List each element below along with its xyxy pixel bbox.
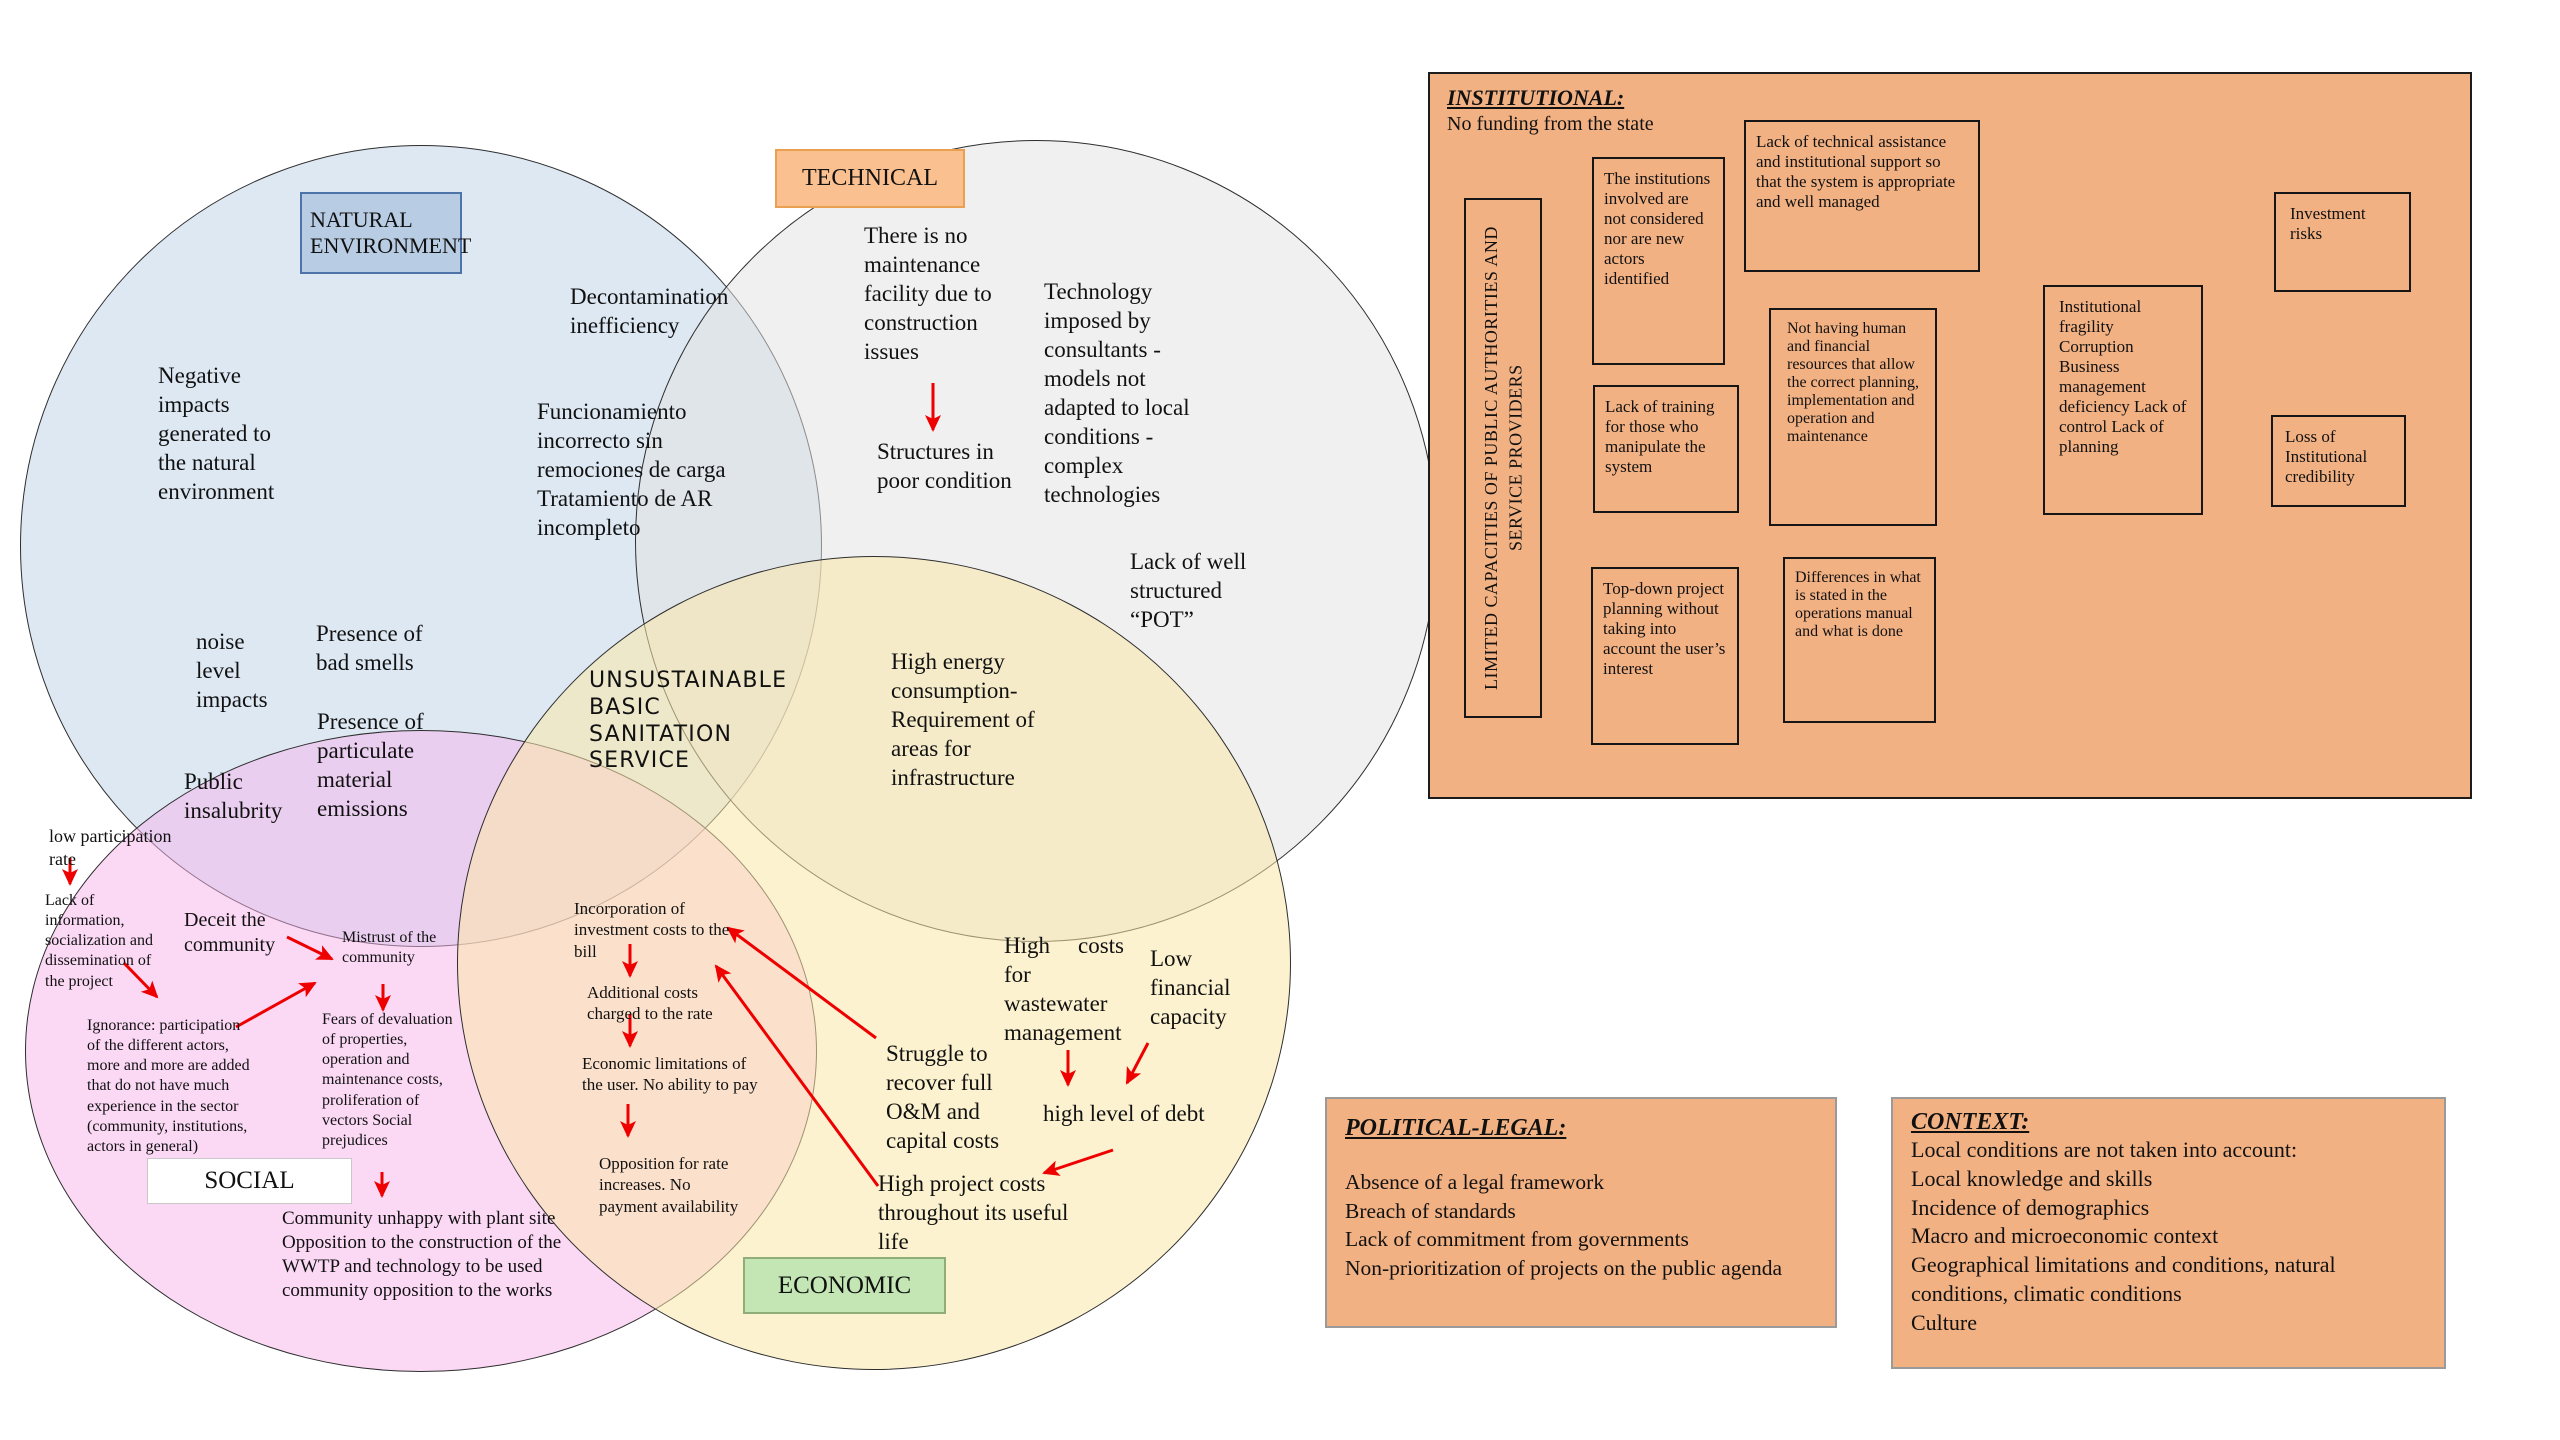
text-low-financial-capacity: Low financial capacity [1150, 946, 1231, 1029]
text-technology-imposed: Technology imposed by consultants - models not adapted to local conditions - complex technologies [1044, 279, 1190, 507]
text-high-level-of-debt: high level of debt [1043, 1101, 1205, 1126]
text-public-insalubrity: Public insalubrity [184, 769, 283, 823]
box-lack-of-training [1593, 385, 1739, 513]
box-differences-operations-manual [1783, 557, 1936, 723]
text-incorporation-investment-costs: Incorporation of investment costs to the bill [574, 899, 730, 961]
panel-political-legal [1325, 1097, 1837, 1328]
text-opposition-rate-increases: Opposition for rate increases. No payment availability [599, 1154, 739, 1216]
political-legal-item: Breach of standards [1345, 1198, 1516, 1223]
text-economic-limitations-user: Economic limitations of the user. No ability to pay [582, 1054, 758, 1095]
label-social [147, 1158, 352, 1204]
label-technical-text: TECHNICAL [802, 165, 938, 191]
box-institutions-not-considered-text: The institutions involved are not considered nor are new actors identified [1604, 169, 1711, 288]
text-center-unsustainable-service: UNSUSTAINABLE BASIC SANITATION SERVICE [589, 668, 788, 774]
box-not-having-resources [1769, 308, 1937, 526]
box-limited-capacities-text: LIMITED CAPACITIES OF PUBLIC AUTHORITIES AND SERVICE PROVIDERS [1480, 226, 1525, 690]
political-legal-item: Non-prioritization of projects on the public agenda [1345, 1255, 1783, 1280]
text-high-energy-consumption: High energy consumption- Requirement of areas for infrastructure [891, 649, 1035, 790]
text-decontamination-inefficiency: Decontamination inefficiency [570, 284, 729, 338]
box-loss-credibility-text: Loss of Institutional credibility [2285, 427, 2368, 486]
box-loss-credibility [2271, 415, 2406, 507]
text-negative-impacts: Negative impacts generated to the natural environment [158, 363, 275, 504]
text-structures-poor-condition: Structures in poor condition [877, 439, 1012, 493]
text-high-costs-wastewater: High costs for wastewater management [1004, 933, 1124, 1045]
text-no-maintenance-facility: There is no maintenance facility due to construction issues [864, 223, 992, 364]
label-economic [743, 1257, 946, 1314]
label-natural-environment-text: NATURAL ENVIRONMENT [310, 207, 472, 258]
text-deceit-the-community: Deceit the community [184, 909, 276, 957]
box-lack-technical-assistance-text: Lack of technical assistance and institutional support so that the system is appropriate and well managed [1756, 132, 1956, 211]
text-funcionamiento-incorrecto: Funcionamiento incorrecto sin remociones de carga Tratamiento de AR incompleto [537, 399, 726, 540]
institutional-title: INSTITUTIONAL: [1447, 85, 1625, 110]
context-item: Macro and microeconomic context [1911, 1223, 2219, 1249]
box-lack-of-training-text: Lack of training for those who manipulate the system [1605, 397, 1715, 476]
label-social-text: SOCIAL [204, 1167, 295, 1194]
text-lack-of-pot: Lack of well structured “POT” [1130, 549, 1247, 632]
box-limited-capacities [1464, 198, 1542, 718]
box-investment-risks [2274, 192, 2411, 292]
political-legal-title: POLITICAL-LEGAL: [1345, 1115, 1567, 1141]
political-legal-item: Lack of commitment from governments [1345, 1227, 1689, 1252]
text-presence-bad-smells: Presence of bad smells [316, 621, 423, 675]
context-item: Geographical limitations and conditions, natural conditions, climatic conditions [1911, 1252, 2336, 1307]
text-lack-of-information: Lack of information, socialization and dissemination of the project [45, 892, 153, 990]
panel-context [1891, 1097, 2446, 1369]
box-differences-operations-manual-text: Differences in what is stated in the operations manual and what is done [1795, 569, 1921, 640]
label-economic-text: ECONOMIC [777, 1271, 912, 1299]
context-title: CONTEXT: [1911, 1109, 2030, 1135]
text-struggle-to-recover: Struggle to recover full O&M and capital costs [886, 1041, 1000, 1153]
text-particulate-emissions: Presence of particulate material emissions [317, 709, 424, 821]
text-noise-level-impacts: noise level impacts [196, 629, 268, 712]
context-item: Incidence of demographics [1911, 1194, 2150, 1220]
label-technical [775, 149, 965, 208]
box-lack-technical-assistance [1744, 120, 1980, 272]
context-item: Local conditions are not taken into account: [1911, 1137, 2298, 1162]
box-top-down-planning [1591, 567, 1739, 745]
text-low-participation-rate: low participation rate [49, 826, 172, 869]
context-item: Culture [1911, 1309, 1977, 1335]
text-additional-costs-rate: Additional costs charged to the rate [587, 983, 713, 1024]
institutional-subtitle: No funding from the state [1447, 113, 1654, 135]
text-fears-of-devaluation: Fears of devaluation of properties, operation and maintenance costs, proliferation of vectors Social prejudices [322, 1011, 453, 1149]
panel-institutional [1428, 72, 2472, 799]
box-institutional-fragility [2043, 285, 2203, 515]
context-item: Local knowledge and skills [1911, 1165, 2153, 1191]
text-community-unhappy: Community unhappy with plant site Opposition to the construction of the WWTP and technology to be used community opposition to the works [282, 1208, 562, 1301]
political-legal-item: Absence of a legal framework [1345, 1170, 1605, 1194]
box-investment-risks-text: Investment risks [2290, 204, 2366, 243]
box-institutional-fragility-text: Institutional fragility Corruption Business management deficiency Lack of control Lack of planning [2059, 297, 2187, 456]
box-institutions-not-considered [1592, 157, 1725, 365]
label-natural-environment [300, 192, 472, 274]
box-top-down-planning-text: Top-down project planning without taking into account the user’s interest [1603, 579, 1726, 678]
text-mistrust-of-community: Mistrust of the community [342, 929, 437, 967]
text-high-project-costs: High project costs throughout its useful life [878, 1171, 1069, 1254]
box-not-having-resources-text: Not having human and financial resources that allow the correct planning, implementation and operation and maintenance [1787, 320, 1919, 445]
text-ignorance-participation: Ignorance: participation of the different actors, more and more are added that do not have much experience in the sector (community, institutions, actors in general) [87, 1017, 250, 1155]
